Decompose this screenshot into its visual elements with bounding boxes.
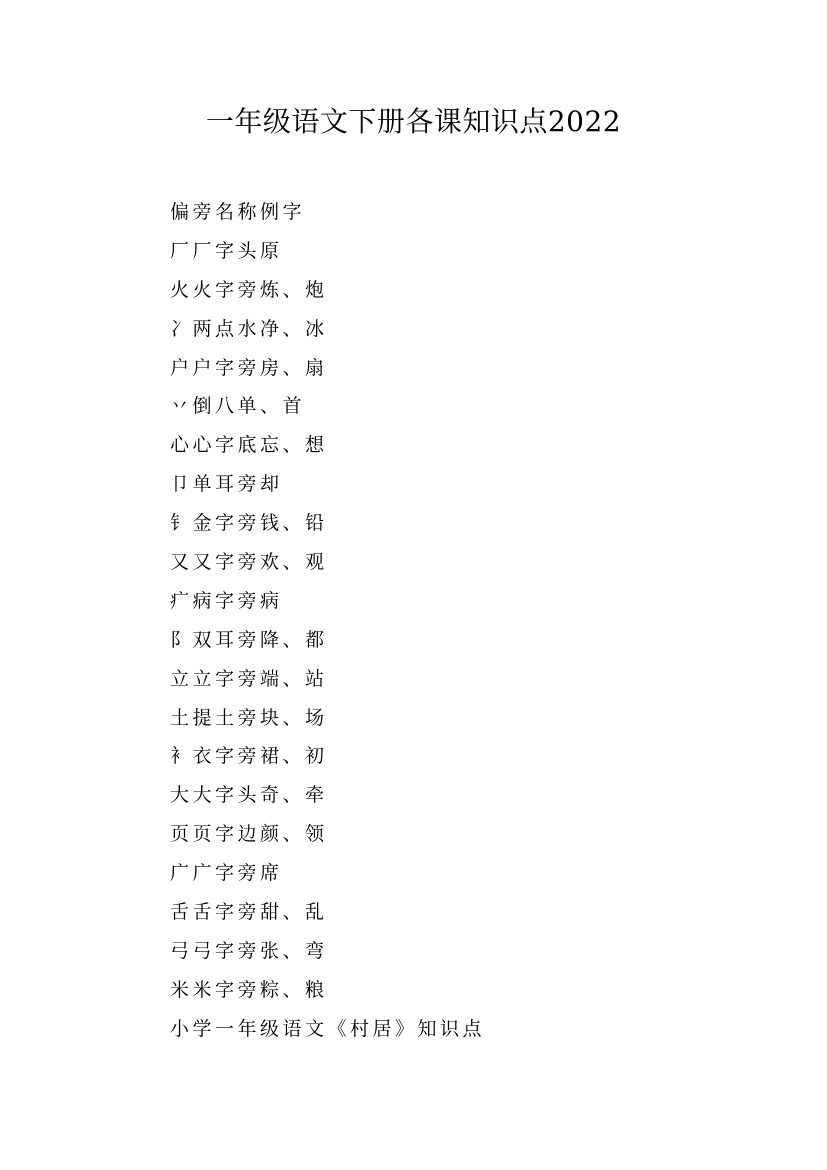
list-item: 火火字旁炼、炮 xyxy=(170,278,328,301)
list-item: 立立字旁端、站 xyxy=(170,667,328,690)
list-item: 卩单耳旁却 xyxy=(170,473,283,496)
section-heading: 小学一年级语文《村居》知识点 xyxy=(170,1017,486,1040)
list-item: 弓弓字旁张、弯 xyxy=(170,939,328,962)
list-item: 阝双耳旁降、都 xyxy=(170,628,328,651)
list-item: 疒病字旁病 xyxy=(170,589,283,612)
list-item: 衤衣字旁裙、初 xyxy=(170,745,328,768)
list-item: 土提土旁块、场 xyxy=(170,706,328,729)
list-item: 舌舌字旁甜、乱 xyxy=(170,901,328,924)
list-item: 心心字底忘、想 xyxy=(170,434,328,457)
list-item: 大大字头奇、牵 xyxy=(170,784,328,807)
list-item: 厂厂字头原 xyxy=(170,239,283,262)
list-item: 页页字边颜、领 xyxy=(170,823,328,846)
page-title: 一年级语文下册各课知识点2022 xyxy=(205,105,622,138)
list-item: 钅金字旁钱、铅 xyxy=(170,512,328,535)
list-item: 偏旁名称例字 xyxy=(170,201,306,223)
list-item: 冫两点水净、冰 xyxy=(170,317,328,340)
radical-list xyxy=(170,193,730,1049)
list-item: 户户字旁房、扇 xyxy=(170,356,328,379)
list-item: 米米字旁粽、粮 xyxy=(170,978,328,1001)
list-item: 丷倒八单、首 xyxy=(170,395,306,418)
list-item: 广广字旁席 xyxy=(170,862,283,885)
list-item: 又又字旁欢、观 xyxy=(170,551,328,574)
